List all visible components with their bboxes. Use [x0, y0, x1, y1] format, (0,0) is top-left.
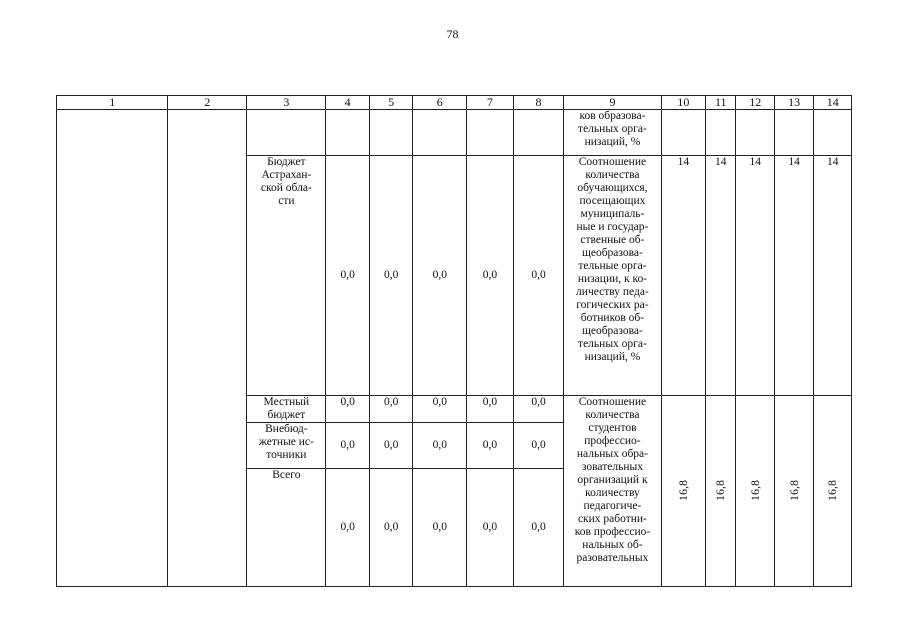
- value-cell: 0,0: [513, 423, 564, 469]
- column-header: 2: [168, 96, 247, 110]
- value-cell: 0,0: [369, 469, 413, 587]
- program-table: [56, 95, 852, 587]
- column-header: 6: [413, 96, 467, 110]
- cell-col1: [57, 110, 168, 587]
- column-header: 3: [247, 96, 326, 110]
- value-cell: 0,0: [513, 396, 564, 423]
- target-cell: 14: [774, 156, 813, 396]
- page-number: 78: [446, 27, 459, 41]
- value-cell: 0,0: [369, 423, 413, 469]
- value-cell: 0,0: [413, 423, 467, 469]
- target-cell: [661, 396, 706, 587]
- column-number-row: [57, 96, 852, 110]
- cell: [814, 110, 852, 156]
- value-cell: 0,0: [369, 156, 413, 396]
- target-value: 16,8: [786, 480, 801, 501]
- value-cell: 0,0: [467, 156, 514, 396]
- target-cell: 14: [661, 156, 706, 396]
- target-cell: [706, 396, 736, 587]
- column-header: 4: [326, 96, 370, 110]
- cell: [369, 110, 413, 156]
- target-cell: [814, 396, 852, 587]
- target-cell: 14: [736, 156, 774, 396]
- cell-col2: [168, 110, 247, 587]
- cell: [774, 110, 813, 156]
- column-header: 9: [564, 96, 661, 110]
- column-header: 5: [369, 96, 413, 110]
- value-cell: 0,0: [413, 156, 467, 396]
- target-cell: 14: [814, 156, 852, 396]
- value-cell: 0,0: [467, 396, 514, 423]
- column-header: 13: [774, 96, 813, 110]
- value-cell: 0,0: [326, 396, 370, 423]
- column-header: 1: [57, 96, 168, 110]
- indicator-cell: ков образова- тельных орга- низаций, %: [564, 110, 661, 156]
- target-value: 16,8: [675, 480, 690, 501]
- funding-source: Внебюд- жетные ис- точники: [247, 423, 326, 469]
- cell: [326, 110, 370, 156]
- indicator-cell: Соотношение количества обучающихся, посещающих муниципаль- ные и государ- ственные об- щеобразова- тельные орга- низации, к ко- личеству педа- гогических ра- ботников об- щеобразова- тельных орга- низаций, %: [564, 156, 661, 396]
- cell: [247, 110, 326, 156]
- column-header: 12: [736, 96, 774, 110]
- column-header: 11: [706, 96, 736, 110]
- target-cell: [774, 396, 813, 587]
- column-header: 10: [661, 96, 706, 110]
- cell: [706, 110, 736, 156]
- target-cell: [736, 396, 774, 587]
- value-cell: 0,0: [413, 396, 467, 423]
- column-header: 8: [513, 96, 564, 110]
- funding-source: Всего: [247, 469, 326, 587]
- target-cell: 14: [706, 156, 736, 396]
- funding-source: Местный бюджет: [247, 396, 326, 423]
- value-cell: 0,0: [467, 469, 514, 587]
- value-cell: 0,0: [513, 469, 564, 587]
- value-cell: 0,0: [326, 156, 370, 396]
- target-value: 16,8: [713, 480, 728, 501]
- cell: [661, 110, 706, 156]
- value-cell: 0,0: [513, 156, 564, 396]
- value-cell: 0,0: [467, 423, 514, 469]
- column-header: 7: [467, 96, 514, 110]
- cell: [513, 110, 564, 156]
- value-cell: 0,0: [369, 396, 413, 423]
- cell: [736, 110, 774, 156]
- indicator-cell: Соотношение количества студентов профессио- нальных обра- зовательных организаций к количеству педагогиче- ских работни- ков профессио- нальных об- разовательных: [564, 396, 661, 587]
- funding-source: Бюджет Астрахан- ской обла- сти: [247, 156, 326, 396]
- target-value: 16,8: [825, 480, 840, 501]
- value-cell: 0,0: [413, 469, 467, 587]
- cell: [413, 110, 467, 156]
- value-cell: 0,0: [326, 469, 370, 587]
- column-header: 14: [814, 96, 852, 110]
- value-cell: 0,0: [326, 423, 370, 469]
- cell: [467, 110, 514, 156]
- target-value: 16,8: [747, 480, 762, 501]
- table-row: [57, 110, 852, 156]
